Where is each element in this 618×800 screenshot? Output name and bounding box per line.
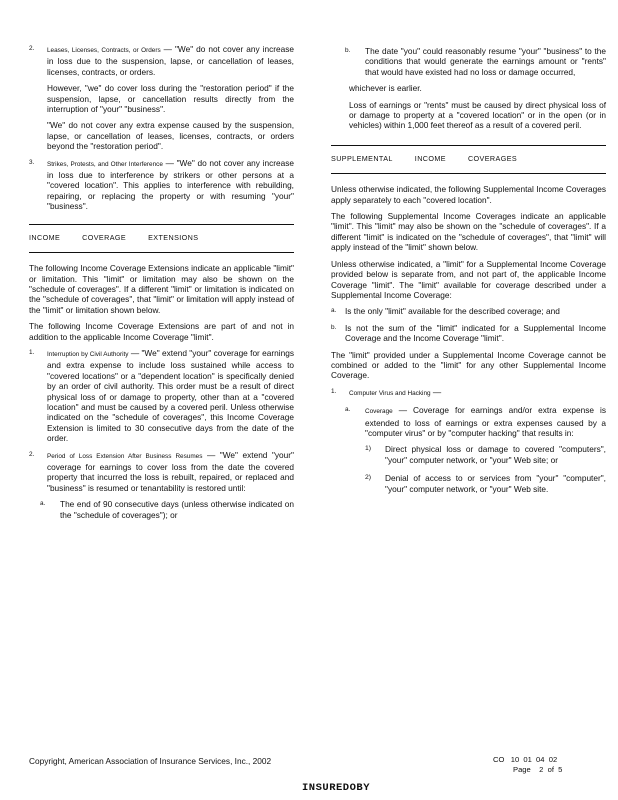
item-text: — "We" extend "your" coverage for earnings and extra expense to include loss sustained while access to "covered locations" or a "dependent location" is specifically denied by an order of civil authority. This order must be a result of direct physical loss of or damage to property, other than at a "covered location" and must be caused by a covered peril. Unless otherwise indicated on the "schedule of coverages", this Income Coverage Extension is limited to 30 consecutive days from the date of the order. <box>47 347 295 444</box>
supplemental-item-1 <box>331 387 606 399</box>
item-text: Is the only "limit" available for the described coverage; and <box>345 306 560 317</box>
item-letter: b. <box>331 323 337 331</box>
item-text: Is not the sum of the "limit" indicated for a Supplemental Income Coverage and the Income Coverage "limit". <box>345 322 606 344</box>
item-letter: b. <box>345 47 351 54</box>
sub-sub-item-1 <box>365 444 606 465</box>
exclusion-item-2 <box>29 44 294 77</box>
item-title: Computer Virus and Hacking <box>349 389 431 397</box>
page-number: Page 2 of 5 <box>513 765 563 774</box>
paragraph: "We" do not cover any extra expense caused by the suspension, lapse, or cancellation of leases, licenses, contracts, or orders beyond the "restoration period". <box>47 120 294 152</box>
item-text: — "We" extend "your" coverage for earnings to cover loss from the date the covered property that incurred the loss is rebuilt, repaired, or replaced and "business" is resumed or tenantability is restored until: <box>47 449 294 493</box>
item-text: — Coverage for earnings and/or extra expense is extended to loss of earnings or extra expenses caused by a "computer virus" or by "computer hacking" that results in: <box>365 405 606 438</box>
section-heading-income-coverage-extensions: INCOME COVERAGE EXTENSIONS <box>29 232 199 242</box>
list-item-a <box>331 306 606 316</box>
item-number: 1. <box>331 387 337 395</box>
item-text: Direct physical loss or damage to covered "computers", "your" computer network, or "your" Web site; or <box>385 444 606 465</box>
sub-item-a <box>40 499 294 520</box>
item-title: Period of Loss Extension After Business Resumes <box>47 452 203 460</box>
section-heading-supplemental-income-coverages: SUPPLEMENTAL INCOME COVERAGES <box>331 153 518 163</box>
item-number: 2. <box>29 450 35 458</box>
paragraph: Loss of earnings or "rents" must be caused by direct physical loss of or damage to property at a "covered location" or in the open (or in vehicles) within 1,000 feet thereof as a result of a covered peril. <box>349 99 606 131</box>
copyright-notice: Copyright, American Association of Insurance Services, Inc., 2002 <box>29 756 272 766</box>
form-code-block <box>493 755 562 775</box>
item-text: — "We" do not cover any increase in loss due to the suspension, lapse, or cancellation of leases, licenses, contracts, or orders. <box>47 44 294 77</box>
item-title: Leases, Licenses, Contracts, or Orders <box>47 47 161 54</box>
paragraph: The following Income Coverage Extensions indicate an applicable "limit" or limitation. This "limit" or limitation may also be shown on the "schedule of coverages". If a different "limit" or limitation is indicated on the "schedule of coverages", that "limit" or limitation will apply instead of the "limit" or limitation shown below. <box>29 263 294 315</box>
item-title: Coverage <box>365 408 393 416</box>
item-number: 1. <box>29 348 35 356</box>
right-column <box>331 44 606 502</box>
item-letter: a. <box>345 406 351 414</box>
watermark: INSUREDOBY <box>302 782 371 794</box>
item-number: 2) <box>365 474 372 482</box>
item-title: Strikes, Protests, and Other Interference <box>47 160 163 168</box>
sub-item-a <box>345 405 606 438</box>
item-title: Interruption by Civil Authority <box>47 350 129 358</box>
paragraph: The following Income Coverage Extensions are part of and not in addition to the applicable Income Coverage "limit". <box>29 321 294 342</box>
extension-item-1 <box>29 348 294 444</box>
item-text: The end of 90 consecutive days (unless otherwise indicated on the "schedule of coverages"); or <box>60 499 294 520</box>
form-code: CO 10 01 04 02 <box>493 755 558 764</box>
item-text: Denial of access to or services from "your" "computer", "your" computer network, or "your" Web site. <box>385 473 606 494</box>
item-number: 3. <box>29 158 35 166</box>
item-letter: a. <box>331 307 337 315</box>
sub-sub-item-2 <box>365 473 606 494</box>
item-letter: a. <box>40 500 46 508</box>
paragraph: whichever is earlier. <box>349 83 422 94</box>
sub-item-b <box>345 46 606 77</box>
extension-item-2 <box>29 450 294 494</box>
list-item-b <box>331 323 606 344</box>
item-text: — "We" do not cover any increase in loss due to interference by strikers or other persons at a "covered location". This applies to interference with rebuilding, repairing, or replacing the property or with resuming "your" "business". <box>47 157 294 212</box>
exclusion-item-3 <box>29 158 294 212</box>
item-text: — <box>430 386 442 397</box>
item-number: 2. <box>29 45 35 52</box>
item-number: 1) <box>365 445 372 453</box>
item-text: The date "you" could reasonably resume "your" "business" to the conditions that would generate the earnings amount or "rents" that would have existed had no loss or damage occurred, <box>365 46 606 77</box>
left-column <box>29 44 294 526</box>
paragraph: The following Supplemental Income Coverages indicate an applicable "limit". This "limit" may also be shown on the "schedule of coverages". If a different "limit" is indicated on the "schedule of coverages", that "limit" will apply instead of the "limit" shown below. <box>331 211 606 253</box>
paragraph: Unless otherwise indicated, a "limit" for a Supplemental Income Coverage provided below is separate from, and not part of, the applicable Income Coverage "limit". The "limit" available for coverage described under a Supplemental Income Coverage: <box>331 258 606 300</box>
paragraph: Unless otherwise indicated, the following Supplemental Income Coverages apply separately to each "covered location". <box>331 184 606 205</box>
paragraph: The "limit" provided under a Supplemental Income Coverage cannot be combined or added to the "limit" for any other Supplemental Income Coverage. <box>331 349 606 381</box>
paragraph: However, "we" do cover loss during the "restoration period" if the suspension, lapse, or cancellation results directly from the interruption of "your" "business". <box>47 83 294 115</box>
